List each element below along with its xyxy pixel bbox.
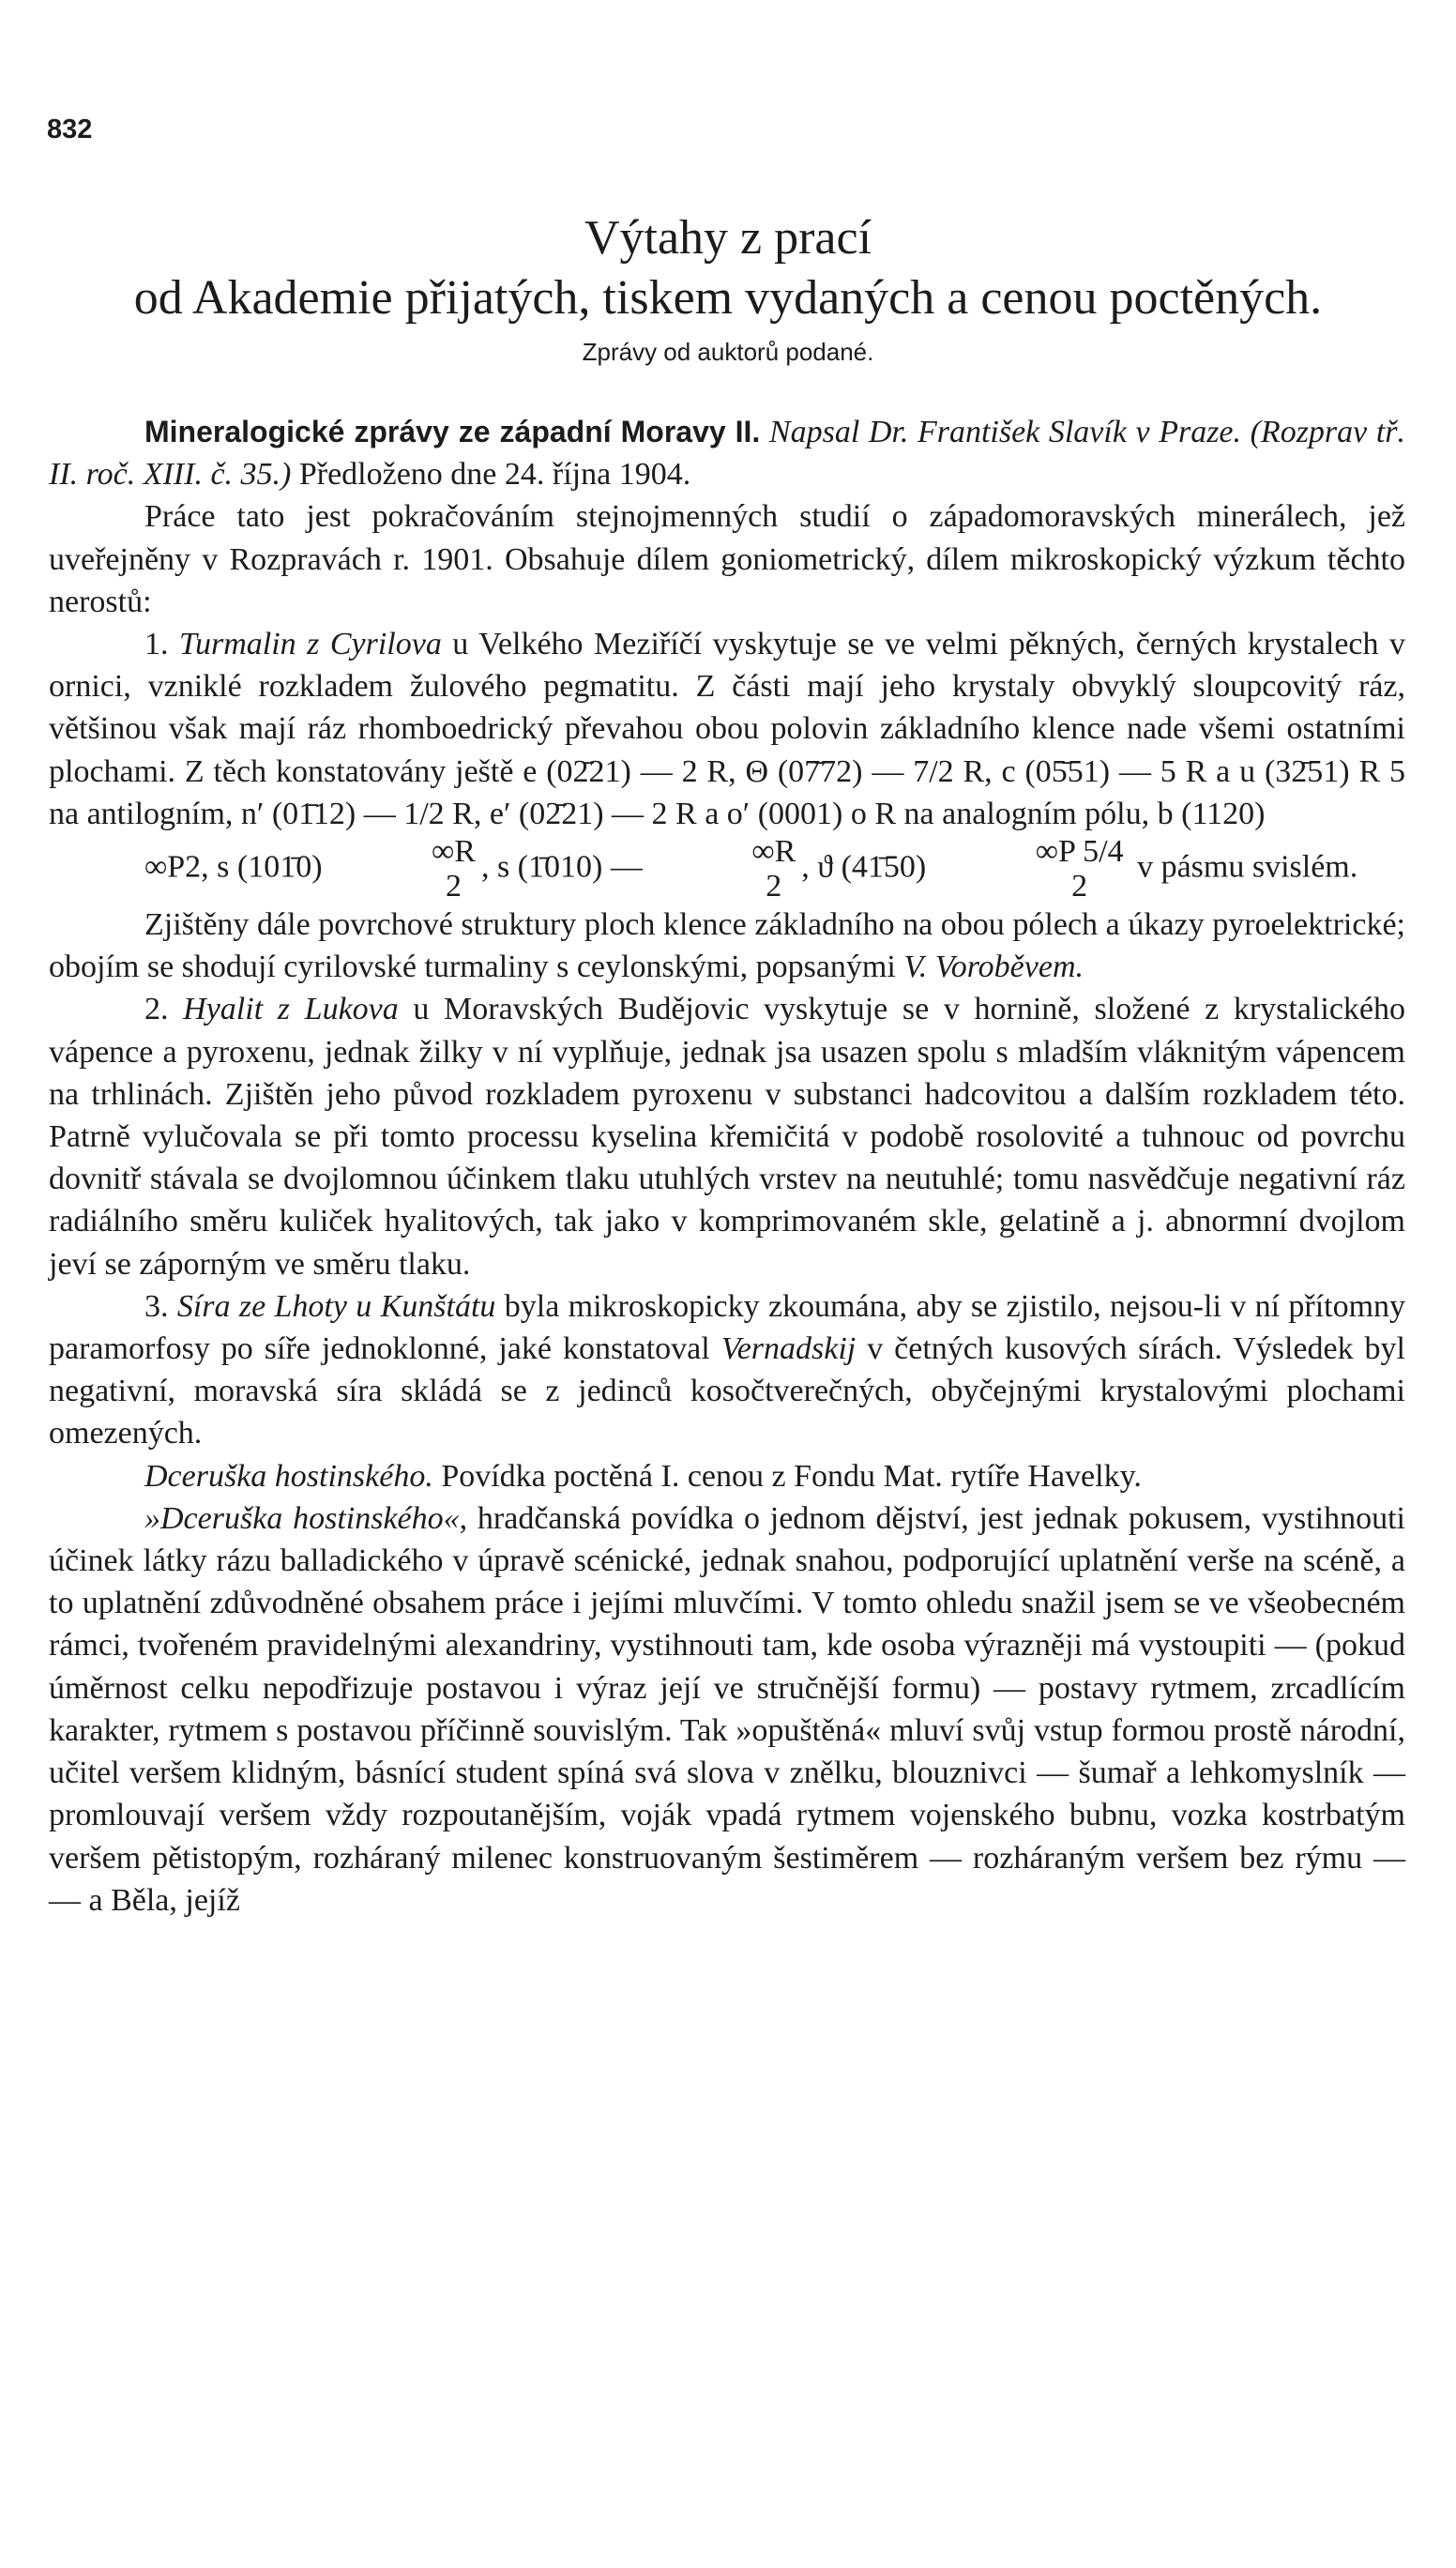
- item3-reference: Vernadskij: [720, 1331, 857, 1367]
- fraction-3-denominator: 2: [1071, 869, 1088, 904]
- article2-heading: [49, 1455, 1405, 1497]
- article1-reference: (Rozprav tř. II. roč. XIII. č. 35.): [49, 415, 1406, 493]
- article2-title: Dceruška hostinského.: [144, 1458, 433, 1494]
- article1-item1: [49, 623, 1405, 904]
- fraction-3-numerator: ∞P 5/4: [1035, 834, 1124, 870]
- formula-fraction-1: [336, 835, 476, 904]
- item1-reference: V. Voroběvem.: [903, 950, 1084, 985]
- formula-fraction-3: [940, 835, 1124, 904]
- formula-fraction-2: [656, 835, 796, 904]
- section-subtitle: Zprávy od auktorů podané.: [582, 338, 874, 366]
- body-text: [49, 411, 1405, 1922]
- formula-end: v pásmu svislém.: [1137, 849, 1358, 885]
- item3-text-a: byla mikroskopicky zkoumána, aby se zjistilo, nejsou-li v ní přítomny paramorfosy po síře jednoklonné, jaké konstatoval: [49, 1288, 1406, 1367]
- article2-quote-title: »Dceruška hostinského«: [144, 1500, 460, 1536]
- formula-start: ∞P2, s (101̄0): [144, 849, 323, 885]
- item3-text-b: v četných kusových sírách. Výsledek byl negativní, moravská síra skládá se z jedinců kosočtverečných, obyčejnými krystalovými plochami omezených.: [49, 1331, 1406, 1451]
- item1-label: 1.: [144, 627, 169, 662]
- page-number: 832: [47, 114, 93, 144]
- article1-intro: Práce tato jest pokračováním stejnojmenných studií o západomoravských minerálech, jež uveřejněny v Rozpravách r. 1901. Obsahuje dílem goniometrický, dílem mikroskopický výzkum těchto nerostů:: [49, 499, 1405, 619]
- section-heading-line1: Výtahy z prací: [584, 211, 872, 265]
- article2-title-rest: Povídka poctěná I. cenou z Fondu Mat. rytíře Havelky.: [441, 1458, 1142, 1494]
- article2-body-paragraph: [49, 1497, 1405, 1922]
- article1-item1-continued: [49, 904, 1405, 988]
- fraction-2-numerator: ∞R: [751, 834, 796, 870]
- formula-mid: , s (1̄010) —: [480, 849, 643, 885]
- fraction-1-numerator: ∞R: [432, 834, 476, 870]
- article1-title: Mineralogické zprávy ze západní Moravy II.: [144, 415, 761, 448]
- fraction-2-denominator: 2: [766, 869, 782, 904]
- article2-body: , hradčanská povídka o jednom dějství, jest jednak pokusem, vystihnouti účinek látky rázu balladického v úpravě scénické, jednak snahou, podporující uplatnění verše na scéně, a to uplatnění zdůvodněné obsahem práce i jejími mluvčími. V tomto ohledu snažil jsem se ve všeobecném rámci, tvořeném pravidelnými alexandriny, vystihnouti tam, kde osoba výrazněji má vystoupiti — (pokud úměrnost celku nepodřizuje postavou i výraz její ve stručnější formu) — postavy rytmem, zrcadlícím karakter, rytmem s postavou příčinně souvislým. Tak »opuštěná« mluví svůj vstup formou prostě národní, učitel veršem klidným, básnící student spíná svá slova v znělku, blouznivci — šumař a lehkomyslník — promlouvají veršem vždy rozpoutanějším, voják vpadá rytmem vojenského bubnu, vozka kostrbatým veršem pětistopým, rozháraný milenec konstruovaným šestiměrem — rozháraným veršem bez rýmu — — a Běla, jejíž: [49, 1500, 1405, 1918]
- article1-author: Napsal Dr. František Slavík v Praze.: [768, 415, 1242, 449]
- item2-text: u Moravských Budějovic vyskytuje se v hornině, složené z krystalického vápence a pyroxenu, jednak žilky v ní vyplňuje, jednak jsa usazen spolu s mladším vláknitým vápencem na trhlinách. Zjištěn jeho původ rozkladem pyroxenu v substanci hadcovitou a dalším rozkladem této. Patrně vylučovala se při tomto processu kyselina křemičitá v podobě rosolovité a tuhnouc od povrchu dovnitř stávala se dvojlomnou účinkem tlaku utuhlých vrstev na neutuhlé; tomu nasvědčuje negativní ráz radiálního směru kuliček hyalitových, tak jako v komprimovaném skle, gelatině a j. abnormní dvojlom jeví se záporným ve směru tlaku.: [49, 992, 1406, 1282]
- formula-mid2: , ϑ (41̄50): [801, 849, 927, 885]
- article1-heading: [49, 411, 1405, 495]
- article1-item2: [49, 988, 1405, 1284]
- article1-presented: Předloženo dne 24. října 1904.: [298, 457, 691, 493]
- item2-title: Hyalit z Lukova: [183, 992, 399, 1027]
- article1-item3: [49, 1285, 1405, 1455]
- fraction-1-denominator: 2: [445, 869, 462, 904]
- item1-text: u Velkého Meziříčí vyskytuje se ve velmi pěkných, černých krystalech v ornici, vzniklé rozkladem žulového pegmatitu. Z části mají jeho krystaly obvyklý sloupcovitý ráz, většinou však mají ráz rhomboedrický převahou obou polovin základního klence nade všemi ostatními plochami. Z těch konstatovány ještě e (02̄21) — 2 R, Θ (07̄72) — 7/2 R, c (05̄51) — 5 R a u (32̄51) R 5 na antilogním, n′ (01̄12) — 1/2 R, e′ (02̄21) — 2 R a o′ (0001) o R na analogním pólu, b (1120): [49, 627, 1405, 831]
- item2-label: 2.: [144, 992, 169, 1027]
- item1-title: Turmalin z Cyrilova: [178, 627, 442, 662]
- item3-label: 3.: [144, 1288, 169, 1324]
- item3-title: Síra ze Lhoty u Kunštátu: [176, 1288, 496, 1324]
- item1-formula: [49, 835, 1405, 904]
- section-heading-line2: od Akademie přijatých, tiskem vydaných a cenou poctěných.: [133, 271, 1323, 325]
- item1-text2: Zjištěny dále povrchové struktury ploch klence základního na obou pólech a úkazy pyroelektrické; obojím se shodují cyrilovské turmaliny s ceylonskými, popsanými: [49, 907, 1405, 985]
